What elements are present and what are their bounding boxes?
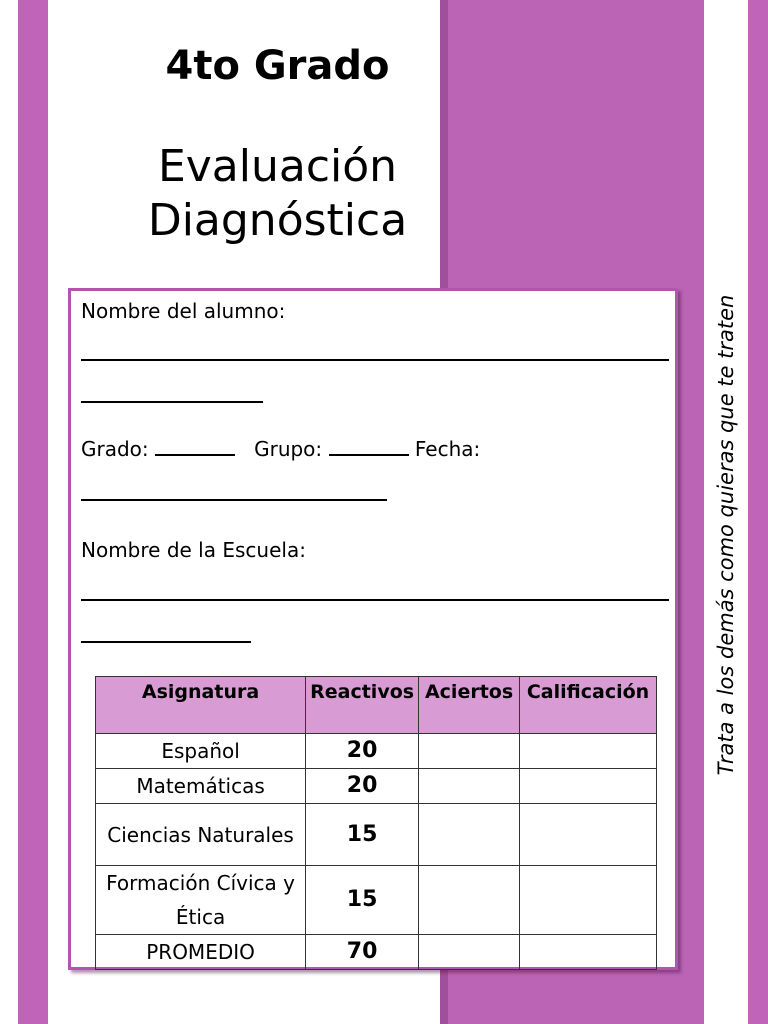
header-grade: Calificación (520, 677, 657, 734)
subject-cell: PROMEDIO (96, 935, 306, 970)
correct-cell[interactable] (419, 804, 520, 866)
grade-cell[interactable] (520, 804, 657, 866)
motto-text: Trata a los demás como quieras que te traten (714, 294, 738, 776)
group-label: Grupo: (254, 437, 323, 461)
grade-title: 4to Grado (165, 43, 390, 89)
subject-cell: Español (96, 734, 306, 769)
table-row-average (96, 935, 657, 970)
items-cell: 70 (306, 935, 419, 970)
student-name-line[interactable] (81, 359, 669, 361)
grade-label: Grado: (81, 437, 149, 461)
group-blank[interactable] (329, 436, 409, 456)
grade-cell[interactable] (520, 935, 657, 970)
items-cell: 15 (306, 804, 419, 866)
table-row (96, 769, 657, 804)
school-name-line-continued[interactable] (81, 641, 251, 643)
student-name-label: Nombre del alumno: (81, 299, 286, 323)
correct-cell[interactable] (419, 769, 520, 804)
header-subject: Asignatura (96, 677, 306, 734)
items-cell: 15 (306, 866, 419, 935)
date-line[interactable] (81, 499, 387, 501)
correct-cell[interactable] (419, 866, 520, 935)
table-row (96, 804, 657, 866)
correct-cell[interactable] (419, 734, 520, 769)
header-correct: Aciertos (419, 677, 520, 734)
left-decorative-stripe (18, 0, 48, 1024)
date-label: Fecha: (414, 437, 481, 461)
subject-cell: Formación Cívica y Ética (96, 866, 306, 935)
grade-cell[interactable] (520, 734, 657, 769)
evaluation-title-line2: Diagnóstica (147, 195, 408, 246)
grade-group-date-row (81, 436, 480, 462)
table-header-row (96, 677, 657, 734)
subject-cell: Ciencias Naturales (96, 804, 306, 866)
grade-cell[interactable] (520, 769, 657, 804)
grade-cell[interactable] (520, 866, 657, 935)
items-cell: 20 (306, 734, 419, 769)
school-name-line[interactable] (81, 599, 669, 601)
far-right-decorative-stripe (748, 0, 768, 1024)
grades-table (95, 676, 657, 970)
table-row (96, 866, 657, 935)
grade-blank[interactable] (155, 436, 235, 456)
evaluation-title-line1: Evaluación (157, 141, 398, 192)
student-info-form (68, 288, 678, 970)
correct-cell[interactable] (419, 935, 520, 970)
subject-cell: Matemáticas (96, 769, 306, 804)
evaluation-title (120, 140, 435, 248)
student-name-line-continued[interactable] (81, 401, 263, 403)
school-name-label: Nombre de la Escuela: (81, 538, 306, 562)
items-cell: 20 (306, 769, 419, 804)
header-items: Reactivos (306, 677, 419, 734)
table-row (96, 734, 657, 769)
